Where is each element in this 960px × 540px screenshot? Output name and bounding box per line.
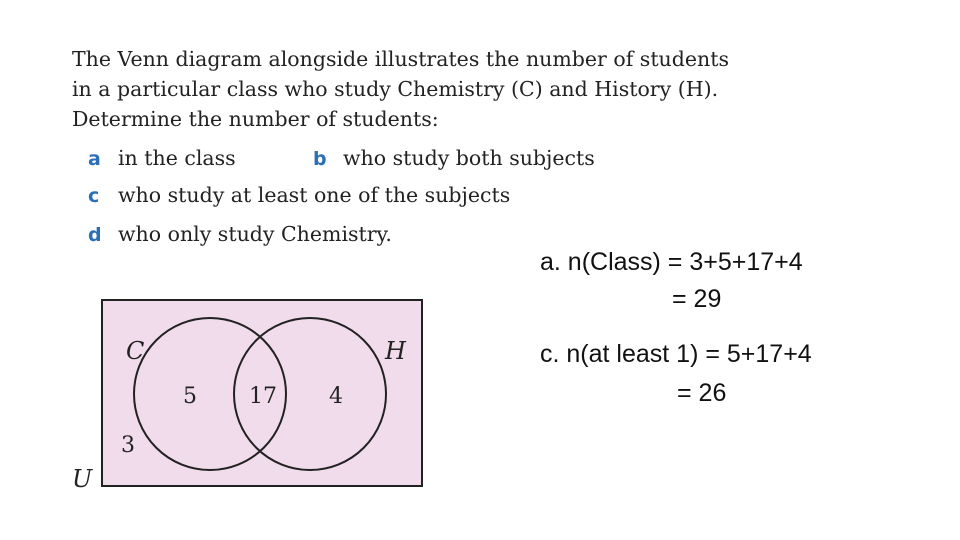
problem-line-2: in a particular class who study Chemistry (C) and History (H).: [72, 77, 719, 101]
set-c-label: C: [126, 337, 145, 365]
part-d-text: who only study Chemistry.: [118, 222, 392, 246]
part-c-letter: c: [88, 185, 100, 207]
answer-c-line-1: c. n(at least 1) = 5+17+4: [540, 340, 812, 368]
problem-line-3: Determine the number of students:: [72, 107, 439, 131]
answer-c-line-2: = 26: [677, 379, 727, 407]
part-a-text: in the class: [118, 146, 236, 170]
answer-a-line-2: = 29: [672, 285, 722, 313]
only-chemistry-count: 5: [183, 384, 197, 409]
part-a-letter: a: [88, 148, 101, 170]
answer-a-line-1: a. n(Class) = 3+5+17+4: [540, 248, 803, 276]
set-h-label: H: [385, 337, 406, 365]
problem-line-1: The Venn diagram alongside illustrates the number of students: [72, 47, 729, 71]
part-d-letter: d: [88, 224, 102, 246]
only-history-count: 4: [329, 384, 343, 409]
part-b-letter: b: [313, 148, 327, 170]
both-subjects-count: 17: [249, 384, 277, 409]
part-b-text: who study both subjects: [343, 146, 595, 170]
neither-count: 3: [121, 433, 135, 458]
universe-label: U: [72, 465, 93, 493]
part-c-text: who study at least one of the subjects: [118, 183, 511, 207]
